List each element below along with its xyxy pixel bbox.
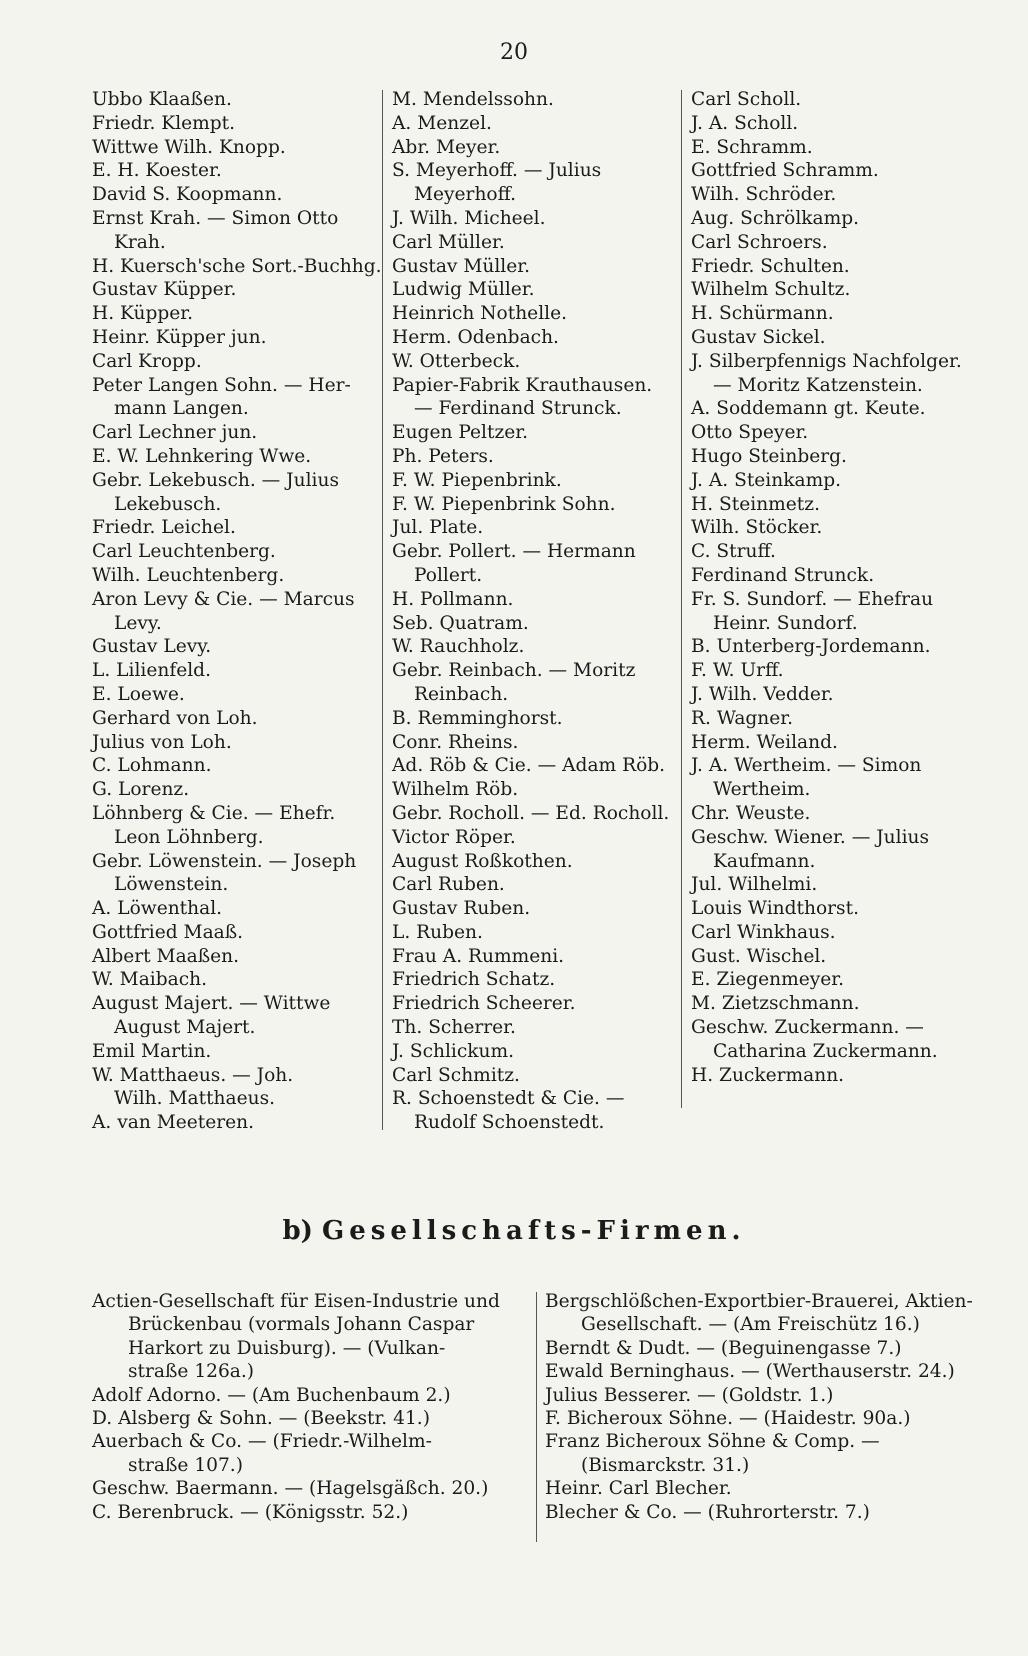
entry-line: Papier-Fabrik Krauthausen. bbox=[392, 374, 653, 396]
list-item bbox=[92, 850, 375, 898]
list-item bbox=[392, 992, 678, 1016]
entry-continuation: August Majert. bbox=[114, 1017, 256, 1039]
list-item bbox=[92, 802, 375, 850]
entry-line: E. Loewe. bbox=[92, 683, 185, 705]
entry-line: Victor Röper. bbox=[392, 826, 516, 848]
entry-line: B. Unterberg-Jordemann. bbox=[691, 636, 931, 658]
list-item bbox=[92, 897, 375, 921]
entry-line: August Roßkothen. bbox=[392, 850, 573, 872]
entry-line: Bergschlößchen-Exportbier-Brauerei, Aktien- bbox=[545, 1291, 973, 1312]
entry-continuation: Wertheim. bbox=[713, 779, 811, 801]
list-item bbox=[392, 921, 678, 945]
list-item bbox=[392, 1087, 678, 1135]
entry-line: F. Bicheroux Söhne. — (Haidestr. 90a.) bbox=[545, 1408, 911, 1430]
entry-line: Carl Schroers. bbox=[691, 231, 828, 253]
entry-line: Abr. Meyer. bbox=[392, 136, 501, 158]
entry-line: E. W. Lehnkering Wwe. bbox=[92, 445, 312, 467]
entry-line: Geschw. Zuckermann. — bbox=[691, 1017, 924, 1039]
list-item bbox=[691, 112, 981, 136]
list-item bbox=[392, 802, 678, 826]
entry-line: Ewald Berninghaus. — (Werthauserstr. 24.) bbox=[545, 1361, 955, 1383]
entry-line: Heinr. Carl Blecher. bbox=[545, 1478, 732, 1500]
list-item bbox=[92, 350, 375, 374]
entry-continuation: Gesellschaft. — (Am Freischütz 16.) bbox=[581, 1314, 920, 1336]
list-item bbox=[392, 421, 678, 445]
list-item bbox=[92, 659, 375, 683]
list-item bbox=[392, 968, 678, 992]
list-item bbox=[92, 992, 375, 1040]
entry-line: W. Matthaeus. — Joh. bbox=[92, 1064, 294, 1086]
entry-line: Wilh. Schröder. bbox=[691, 184, 837, 206]
list-item bbox=[691, 397, 981, 421]
list-item bbox=[691, 516, 981, 540]
entry-line: S. Meyerhoff. — Julius bbox=[392, 160, 602, 182]
entry-continuation: straße 107.) bbox=[128, 1454, 243, 1476]
list-item bbox=[92, 255, 382, 279]
entry-line: Gustav Müller. bbox=[392, 255, 531, 277]
list-item bbox=[691, 897, 981, 921]
list-item bbox=[691, 350, 981, 398]
list-item bbox=[691, 136, 981, 160]
entry-line: Geschw. Baermann. — (Hagelsgäßch. 20.) bbox=[92, 1478, 489, 1500]
list-item bbox=[92, 421, 375, 445]
page-number: 20 bbox=[500, 40, 528, 65]
entry-line: H. Steinmetz. bbox=[691, 493, 820, 515]
entry-line: Gebr. Löwenstein. — Joseph bbox=[92, 850, 357, 872]
entry-line: J. Wilh. Micheel. bbox=[392, 207, 546, 229]
list-item bbox=[392, 612, 678, 636]
entry-line: Chr. Weuste. bbox=[691, 802, 811, 824]
entry-continuation: straße 126a.) bbox=[128, 1361, 255, 1383]
entry-line: L. Ruben. bbox=[392, 921, 483, 943]
list-item bbox=[691, 88, 981, 112]
list-item bbox=[92, 326, 375, 350]
list-item bbox=[92, 516, 375, 540]
list-item bbox=[92, 1407, 522, 1430]
entry-line: A. Löwenthal. bbox=[92, 898, 223, 920]
entry-line: Peter Langen Sohn. — Her- bbox=[92, 374, 351, 396]
list-item bbox=[392, 1064, 678, 1088]
entry-line: Ad. Röb & Cie. — Adam Röb. bbox=[392, 755, 666, 777]
list-item bbox=[392, 826, 678, 850]
entry-line: C. Berenbruck. — (Königsstr. 52.) bbox=[92, 1501, 409, 1523]
list-item bbox=[92, 136, 375, 160]
entry-line: Gottfried Schramm. bbox=[691, 160, 879, 182]
list-item bbox=[92, 968, 375, 992]
list-item bbox=[545, 1501, 985, 1524]
entry-continuation: Levy. bbox=[114, 612, 162, 634]
list-item bbox=[691, 635, 981, 659]
list-item bbox=[392, 1016, 678, 1040]
firms-column-left bbox=[92, 1290, 522, 1524]
list-item bbox=[691, 302, 981, 326]
entry-line: Friedrich Scheerer. bbox=[392, 993, 576, 1015]
entry-line: Aug. Schrölkamp. bbox=[691, 207, 860, 229]
list-item bbox=[92, 1111, 375, 1135]
entry-line: F. W. Piepenbrink. bbox=[392, 469, 562, 491]
entry-line: Julius von Loh. bbox=[92, 731, 232, 753]
list-item bbox=[691, 183, 981, 207]
list-item bbox=[691, 493, 981, 517]
list-item bbox=[392, 326, 678, 350]
list-item bbox=[691, 564, 981, 588]
list-item bbox=[92, 1384, 522, 1407]
list-item bbox=[691, 968, 981, 992]
list-item bbox=[545, 1290, 985, 1337]
column-divider bbox=[681, 90, 682, 1108]
entry-line: Ubbo Klaaßen. bbox=[92, 89, 232, 110]
entry-line: Löhnberg & Cie. — Ehefr. bbox=[92, 802, 336, 824]
entry-line: Carl Scholl. bbox=[691, 89, 802, 110]
list-item bbox=[392, 88, 678, 112]
entry-line: M. Zietzschmann. bbox=[691, 993, 860, 1015]
entry-line: Wittwe Wilh. Knopp. bbox=[92, 136, 286, 158]
entry-line: R. Schoenstedt & Cie. — bbox=[392, 1088, 625, 1110]
entry-line: Adolf Adorno. — (Am Buchenbaum 2.) bbox=[92, 1384, 451, 1406]
entry-line: Friedr. Klempt. bbox=[92, 112, 236, 134]
entry-line: Gustav Sickel. bbox=[691, 326, 826, 348]
list-item bbox=[691, 588, 981, 636]
list-item bbox=[392, 635, 678, 659]
entry-line: Heinr. Küpper jun. bbox=[92, 326, 267, 348]
section-title: Gesellschafts-Firmen. bbox=[321, 1216, 746, 1246]
list-item bbox=[691, 469, 981, 493]
entry-line: Auerbach & Co. — (Friedr.-Wilhelm- bbox=[92, 1431, 432, 1453]
entry-continuation: Leon Löhnberg. bbox=[114, 826, 264, 848]
list-item bbox=[392, 873, 678, 897]
entry-line: Louis Windthorst. bbox=[691, 898, 859, 920]
entry-continuation: Krah. bbox=[114, 231, 166, 253]
list-item bbox=[92, 540, 375, 564]
entry-line: A. Soddemann gt. Keute. bbox=[691, 398, 926, 420]
entry-line: Carl Kropp. bbox=[92, 350, 202, 372]
list-item bbox=[691, 231, 981, 255]
list-item bbox=[92, 1477, 522, 1500]
list-item bbox=[691, 945, 981, 969]
list-item bbox=[392, 159, 678, 207]
list-item bbox=[691, 207, 981, 231]
entry-line: Fr. S. Sundorf. — Ehefrau bbox=[691, 588, 934, 610]
entry-continuation: — Moritz Katzenstein. bbox=[713, 374, 923, 396]
entry-line: Carl Winkhaus. bbox=[691, 921, 836, 943]
list-item bbox=[92, 1430, 522, 1477]
entry-line: W. Otterbeck. bbox=[392, 350, 521, 372]
list-item bbox=[92, 564, 375, 588]
list-item bbox=[691, 992, 981, 1016]
entry-line: Seb. Quatram. bbox=[392, 612, 529, 634]
list-item bbox=[92, 707, 375, 731]
list-item bbox=[92, 278, 375, 302]
list-item bbox=[691, 159, 981, 183]
list-item bbox=[691, 754, 981, 802]
list-item bbox=[392, 493, 678, 517]
list-item bbox=[92, 469, 375, 517]
entry-line: J. A. Scholl. bbox=[691, 112, 799, 134]
entry-line: Th. Scherrer. bbox=[392, 1017, 516, 1039]
section-prefix: b) bbox=[282, 1216, 313, 1246]
list-item bbox=[691, 326, 981, 350]
entry-line: Carl Leuchtenberg. bbox=[92, 541, 276, 563]
entry-line: Gustav Küpper. bbox=[92, 279, 237, 301]
entry-continuation: Wilh. Matthaeus. bbox=[114, 1088, 276, 1110]
entry-line: F. W. Piepenbrink Sohn. bbox=[392, 493, 616, 515]
entry-line: Frau A. Rummeni. bbox=[392, 945, 565, 967]
list-item bbox=[691, 873, 981, 897]
list-item bbox=[392, 112, 678, 136]
entry-continuation: Rudolf Schoenstedt. bbox=[414, 1112, 605, 1134]
list-item bbox=[691, 1016, 981, 1064]
entry-line: A. Menzel. bbox=[392, 112, 492, 134]
column-divider bbox=[382, 90, 383, 1130]
entry-line: B. Remminghorst. bbox=[392, 707, 563, 729]
list-item bbox=[691, 540, 981, 564]
entry-line: E. Ziegenmeyer. bbox=[691, 969, 845, 991]
list-item bbox=[392, 469, 678, 493]
entry-line: Albert Maaßen. bbox=[92, 945, 240, 967]
entry-line: Gust. Wischel. bbox=[691, 945, 827, 967]
entry-line: Gebr. Reinbach. — Moritz bbox=[392, 660, 636, 682]
list-item bbox=[691, 826, 981, 874]
entry-line: Aron Levy & Cie. — Marcus bbox=[92, 588, 355, 610]
list-item bbox=[392, 945, 678, 969]
entry-line: Heinrich Nothelle. bbox=[392, 303, 567, 325]
entry-line: W. Rauchholz. bbox=[392, 636, 525, 658]
list-item bbox=[92, 731, 375, 755]
entry-line: Gustav Ruben. bbox=[392, 898, 531, 920]
entry-line: F. W. Urff. bbox=[691, 660, 784, 682]
entry-line: J. Silberpfennigs Nachfolger. bbox=[691, 350, 962, 372]
list-item bbox=[92, 635, 375, 659]
list-item bbox=[392, 1040, 678, 1064]
entry-continuation: Harkort zu Duisburg). — (Vulkan- bbox=[128, 1337, 446, 1359]
entry-line: H. Küpper. bbox=[92, 303, 194, 325]
entry-continuation: Lekebusch. bbox=[114, 493, 222, 515]
entry-line: H. Pollmann. bbox=[392, 588, 514, 610]
entry-line: Julius Besserer. — (Goldstr. 1.) bbox=[545, 1384, 834, 1406]
list-item bbox=[545, 1477, 985, 1500]
list-item bbox=[392, 302, 678, 326]
list-item bbox=[691, 707, 981, 731]
list-item bbox=[92, 945, 375, 969]
entry-line: Actien-Gesellschaft für Eisen-Industrie und bbox=[92, 1291, 500, 1312]
entry-line: J. A. Wertheim. — Simon bbox=[691, 755, 922, 777]
entry-line: Blecher & Co. — (Ruhrorterstr. 7.) bbox=[545, 1501, 870, 1523]
list-item bbox=[92, 302, 375, 326]
list-item bbox=[92, 778, 375, 802]
entry-continuation: — Ferdinand Strunck. bbox=[414, 398, 622, 420]
list-item bbox=[392, 778, 678, 802]
entry-line: L. Lilienfeld. bbox=[92, 660, 211, 682]
list-item bbox=[92, 1040, 375, 1064]
list-item bbox=[392, 350, 678, 374]
entry-line: Hugo Steinberg. bbox=[691, 445, 847, 467]
entry-continuation: Reinbach. bbox=[414, 683, 509, 705]
entry-line: Gebr. Pollert. — Hermann bbox=[392, 541, 636, 563]
entry-line: Emil Martin. bbox=[92, 1040, 212, 1062]
list-item bbox=[691, 683, 981, 707]
list-item bbox=[691, 731, 981, 755]
list-item bbox=[691, 802, 981, 826]
entry-line: Carl Ruben. bbox=[392, 874, 505, 896]
entry-line: Herm. Odenbach. bbox=[392, 326, 559, 348]
list-item bbox=[92, 754, 375, 778]
list-item bbox=[92, 445, 375, 469]
entry-line: Otto Speyer. bbox=[691, 422, 809, 444]
entry-line: Wilh. Leuchtenberg. bbox=[92, 564, 285, 586]
name-column-1 bbox=[92, 88, 382, 1135]
entry-line: H. Kuersch'sche Sort.-Buchhg. bbox=[92, 255, 382, 277]
entry-line: Jul. Plate. bbox=[392, 517, 484, 539]
entry-line: Ph. Peters. bbox=[392, 445, 494, 467]
entry-line: C. Lohmann. bbox=[92, 755, 212, 777]
entry-line: J. A. Steinkamp. bbox=[691, 469, 842, 491]
list-item bbox=[545, 1360, 985, 1383]
list-item bbox=[92, 112, 375, 136]
entry-continuation: Catharina Zuckermann. bbox=[713, 1040, 938, 1062]
list-item bbox=[92, 588, 375, 636]
list-item bbox=[691, 1064, 981, 1088]
list-item bbox=[392, 659, 678, 707]
list-item bbox=[392, 754, 678, 778]
firms-column-right bbox=[545, 1290, 985, 1524]
list-item bbox=[392, 588, 678, 612]
list-item bbox=[92, 207, 375, 255]
entry-line: Gustav Levy. bbox=[92, 636, 212, 658]
list-item bbox=[392, 897, 678, 921]
list-item bbox=[392, 231, 678, 255]
entry-line: D. Alsberg & Sohn. — (Beekstr. 41.) bbox=[92, 1408, 430, 1430]
entry-line: Wilhelm Schultz. bbox=[691, 279, 851, 301]
entry-line: Friedr. Schulten. bbox=[691, 255, 850, 277]
name-column-2 bbox=[392, 88, 678, 1135]
entry-continuation: (Bismarckstr. 31.) bbox=[581, 1454, 750, 1476]
list-item bbox=[92, 683, 375, 707]
list-item bbox=[392, 707, 678, 731]
list-item bbox=[392, 136, 678, 160]
list-item bbox=[545, 1407, 985, 1430]
list-item bbox=[691, 421, 981, 445]
entry-line: Eugen Peltzer. bbox=[392, 422, 528, 444]
entry-line: Berndt & Dudt. — (Beguinengasse 7.) bbox=[545, 1337, 902, 1359]
entry-line: Conr. Rheins. bbox=[392, 731, 519, 753]
entry-continuation: Kaufmann. bbox=[713, 850, 816, 872]
entry-line: Jul. Wilhelmi. bbox=[691, 874, 818, 896]
entry-line: Gerhard von Loh. bbox=[92, 707, 258, 729]
entry-line: G. Lorenz. bbox=[92, 779, 190, 801]
list-item bbox=[392, 374, 678, 422]
entry-line: David S. Koopmann. bbox=[92, 184, 283, 206]
entry-line: H. Zuckermann. bbox=[691, 1064, 845, 1086]
entry-line: Wilhelm Röb. bbox=[392, 779, 519, 801]
list-item bbox=[392, 255, 678, 279]
entry-continuation: Löwenstein. bbox=[114, 874, 229, 896]
entry-line: J. Schlickum. bbox=[392, 1040, 515, 1062]
name-column-3 bbox=[691, 88, 981, 1087]
entry-line: Ferdinand Strunck. bbox=[691, 564, 875, 586]
entry-line: M. Mendelssohn. bbox=[392, 89, 554, 110]
column-divider bbox=[536, 1292, 537, 1542]
entry-line: Friedr. Leichel. bbox=[92, 517, 236, 539]
list-item bbox=[691, 278, 981, 302]
list-item bbox=[92, 159, 375, 183]
entry-continuation: Heinr. Sundorf. bbox=[713, 612, 858, 634]
entry-line: Gottfried Maaß. bbox=[92, 921, 244, 943]
entry-continuation: Brückenbau (vormals Johann Caspar bbox=[128, 1314, 475, 1336]
list-item bbox=[392, 540, 678, 588]
entry-line: Friedrich Schatz. bbox=[392, 969, 556, 991]
list-item bbox=[545, 1384, 985, 1407]
entry-line: E. H. Koester. bbox=[92, 160, 222, 182]
entry-line: Herm. Weiland. bbox=[691, 731, 838, 753]
list-item bbox=[92, 1064, 375, 1112]
entry-line: Carl Schmitz. bbox=[392, 1064, 520, 1086]
list-item bbox=[545, 1430, 985, 1477]
section-heading bbox=[0, 1216, 1028, 1246]
list-item bbox=[92, 88, 375, 112]
entry-continuation: mann Langen. bbox=[114, 398, 249, 420]
list-item bbox=[392, 278, 678, 302]
entry-line: Ludwig Müller. bbox=[392, 279, 535, 301]
entry-line: Wilh. Stöcker. bbox=[691, 517, 823, 539]
entry-line: Franz Bicheroux Söhne & Comp. — bbox=[545, 1431, 880, 1453]
list-item bbox=[392, 516, 678, 540]
entry-line: August Majert. — Wittwe bbox=[92, 993, 331, 1015]
list-item bbox=[92, 1501, 522, 1524]
entry-continuation: Meyerhoff. bbox=[414, 184, 517, 206]
entry-continuation: Pollert. bbox=[414, 564, 483, 586]
entry-line: Gebr. Rocholl. — Ed. Rocholl. bbox=[392, 802, 670, 824]
entry-line: H. Schürmann. bbox=[691, 303, 834, 325]
list-item bbox=[92, 183, 375, 207]
list-item bbox=[392, 445, 678, 469]
entry-line: J. Wilh. Vedder. bbox=[691, 683, 834, 705]
list-item bbox=[691, 659, 981, 683]
entry-line: Ernst Krah. — Simon Otto bbox=[92, 207, 339, 229]
entry-line: E. Schramm. bbox=[691, 136, 813, 158]
list-item bbox=[691, 445, 981, 469]
list-item bbox=[92, 374, 375, 422]
list-item bbox=[691, 921, 981, 945]
entry-line: A. van Meeteren. bbox=[92, 1112, 255, 1134]
entry-line: Gebr. Lekebusch. — Julius bbox=[92, 469, 340, 491]
entry-line: R. Wagner. bbox=[691, 707, 794, 729]
list-item bbox=[92, 921, 375, 945]
entry-line: W. Maibach. bbox=[92, 969, 208, 991]
entry-line: Carl Müller. bbox=[392, 231, 505, 253]
entry-line: C. Struff. bbox=[691, 541, 776, 563]
entry-line: Geschw. Wiener. — Julius bbox=[691, 826, 930, 848]
list-item bbox=[392, 731, 678, 755]
list-item bbox=[392, 207, 678, 231]
list-item bbox=[545, 1337, 985, 1360]
list-item bbox=[691, 255, 981, 279]
list-item bbox=[392, 850, 678, 874]
list-item bbox=[92, 1290, 522, 1384]
entry-line: Carl Lechner jun. bbox=[92, 422, 258, 444]
